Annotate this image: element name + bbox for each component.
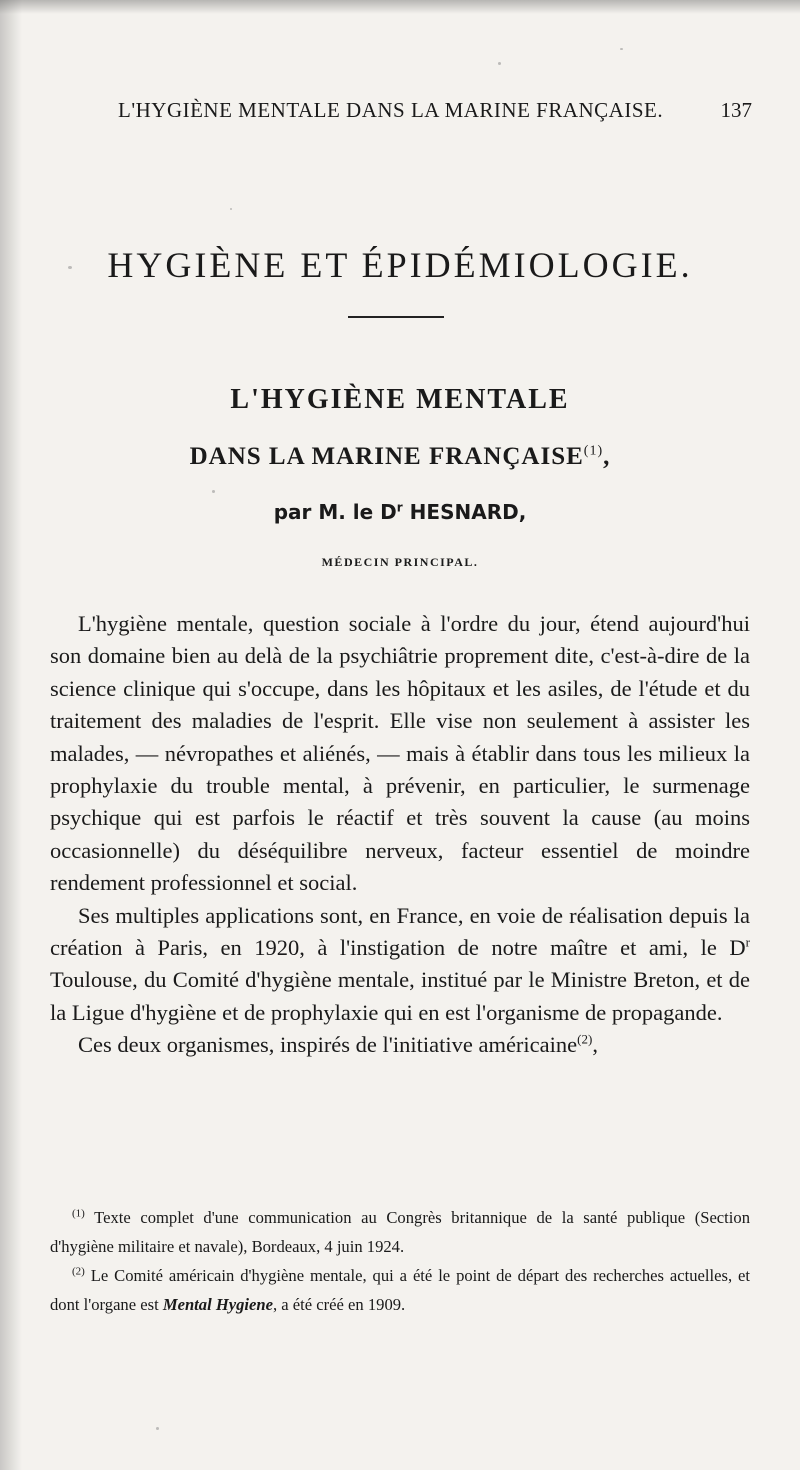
footnote-ref-1: (1) (583, 443, 604, 459)
scan-speck (230, 208, 232, 210)
paragraph-3 (50, 1029, 750, 1061)
byline-sup: r (396, 500, 403, 515)
footnote-2 (50, 1261, 750, 1319)
paragraph-2-sup: r (745, 934, 750, 950)
author-byline (0, 500, 800, 524)
running-head-title: L'HYGIÈNE MENTALE DANS LA MARINE FRANÇAISE. (118, 98, 664, 122)
title-divider-rule (348, 316, 444, 318)
article-body (50, 608, 750, 1062)
article-title-comma: , (603, 443, 611, 470)
section-title: HYGIÈNE ET ÉPIDÉMIOLOGIE. (107, 245, 693, 285)
author-rank: MÉDECIN PRINCIPAL. (321, 555, 479, 569)
paragraph-3-text: Ces deux organismes, inspirés de l'initiative américaine (78, 1032, 578, 1058)
scan-speck (498, 62, 501, 65)
paragraph-2-text-rest: Toulouse, du Comité d'hygiène mentale, institué par le Ministre Breton, et de la Ligue d'hygiène et de prophylaxie qui en est l'organisme de propagande. (50, 967, 750, 1025)
page-edge-shadow (0, 0, 22, 1470)
paragraph-1: L'hygiène mentale, question sociale à l'ordre du jour, étend aujourd'hui son domaine bien au delà de la psychiâtrie proprement dite, c'est-à-dire de la science clinique qui s'occupe, dans les hôpitaux et les asiles, de l'étude et du traitement des maladies de l'esprit. Elle vise non seulement à assister les malades, — névropathes et aliénés, — mais à établir dans tous les milieux la prophylaxie du trouble mental, à prévenir, en particulier, le surmenage psychique qui est parfois le réactif et très souvent la cause (au moins occasionnelle) du déséquilibre nerveux, facteur essentiel de moindre rendement professionnel et social. (50, 611, 750, 896)
footnote-2-text-rest: , a été créé en 1909. (272, 1295, 406, 1314)
byline-prefix: par M. le D (273, 500, 397, 524)
footnote-1-text: Texte complet d'une communication au Congrès britannique de la santé publique (Section d'hygiène militaire et navale), Bordeaux, 4 juin 1924. (50, 1208, 750, 1256)
page-number: 137 (720, 98, 752, 122)
scan-speck (212, 490, 215, 493)
article-title-line-1: L'HYGIÈNE MENTALE (230, 384, 570, 415)
footnote-2-marker: (2) (72, 1265, 85, 1278)
article-title-line-2 (0, 443, 800, 471)
footnote-1 (50, 1203, 750, 1261)
scan-speck (156, 1427, 159, 1430)
footnotes (50, 1203, 750, 1319)
paragraph-2-text: Ses multiples applications sont, en France, en voie de réalisation depuis la création à Paris, en 1920, à l'instigation de notre maître et ami, le D (50, 902, 750, 961)
running-head (118, 98, 758, 128)
footnote-2-text: Le Comité américain d'hygiène mentale, qui a été le point de départ des recherches actuelles, et dont l'organe est (50, 1266, 750, 1314)
article-title-text: DANS LA MARINE FRANÇAISE (189, 443, 584, 470)
footnote-ref-2: (2) (577, 1031, 593, 1047)
page-top-shadow (0, 0, 800, 14)
paragraph-3-trailing: , (592, 1032, 598, 1058)
scan-speck (620, 48, 623, 50)
journal-title: Mental Hygiene (162, 1295, 273, 1314)
footnote-1-marker: (1) (72, 1207, 85, 1220)
byline-name: HESNARD, (402, 500, 527, 524)
paragraph-2 (50, 900, 750, 1030)
